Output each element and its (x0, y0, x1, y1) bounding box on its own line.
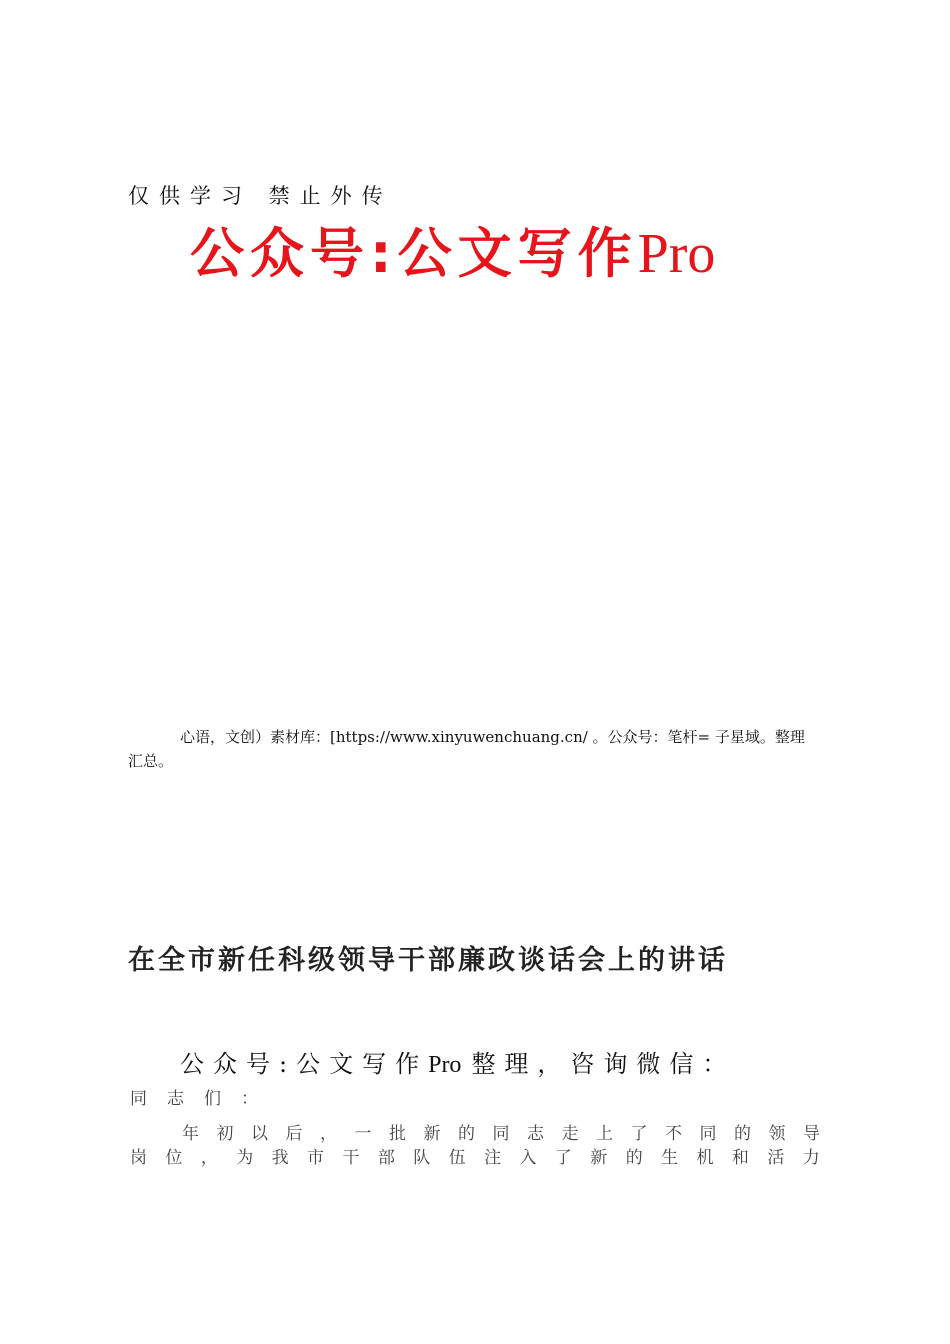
body-char: 伍 (448, 1148, 466, 1168)
body-char: 市 (307, 1148, 325, 1168)
body-line-2 (130, 1143, 820, 1168)
body-char: 上 (596, 1124, 613, 1144)
banner-title (190, 222, 716, 285)
body-char: ， (200, 1148, 218, 1168)
body-char: 岗 (130, 1148, 147, 1168)
body-char: 位 (165, 1148, 183, 1168)
body-char: 入 (519, 1148, 537, 1168)
subtitle-part1: 公众号:公文写作 (180, 1050, 429, 1078)
body-char: 力 (802, 1148, 820, 1168)
greeting: 同志们： (130, 1089, 278, 1109)
body-char: 的 (734, 1124, 751, 1144)
banner-latin: Pro (637, 223, 716, 285)
banner-cn: 公众号:公文写作 (190, 222, 638, 285)
body-char: 生 (661, 1148, 679, 1168)
source-line-2: 汇总。 (128, 752, 174, 770)
body-char: 我 (271, 1148, 289, 1168)
body-char: 新 (423, 1124, 441, 1144)
body-char: 的 (458, 1124, 475, 1144)
body-char: ， (320, 1124, 337, 1144)
body-char: 了 (554, 1148, 572, 1168)
body-char: 机 (696, 1148, 714, 1168)
body-char: 注 (484, 1148, 502, 1168)
body-char: 一 (354, 1124, 372, 1144)
body-char: 后 (285, 1124, 303, 1144)
source-line-1: 心语，文创）素材库：[https://www.xinyuwenchuang.cn/ 。公众号：笔杆= 子星域。整理 (180, 728, 805, 746)
subtitle-part2: 整理，咨询微信： (471, 1050, 736, 1078)
body-char: 的 (625, 1148, 643, 1168)
body-char: 活 (767, 1148, 785, 1168)
body-char: 队 (413, 1148, 431, 1168)
page-title: 在全市新任科级领导干部廉政谈话会上的讲话 (128, 945, 728, 976)
body-char: 导 (803, 1124, 820, 1144)
notice-text: 仅供学习 禁止外传 (128, 184, 393, 208)
body-char: 和 (731, 1148, 749, 1168)
body-char: 不 (665, 1124, 682, 1144)
body-char: 部 (377, 1148, 395, 1168)
body-char: 走 (561, 1124, 579, 1144)
subtitle (180, 1044, 735, 1079)
body-char: 同 (699, 1124, 717, 1144)
body-char: 干 (342, 1148, 360, 1168)
body-char: 同 (492, 1124, 510, 1144)
body-char: 领 (768, 1124, 786, 1144)
subtitle-latin: Pro (428, 1052, 462, 1078)
body-char: 新 (590, 1148, 608, 1168)
body-char: 初 (216, 1124, 234, 1144)
body-line-1 (130, 1119, 820, 1144)
body-char: 志 (527, 1124, 544, 1144)
body-char: 为 (236, 1148, 254, 1168)
body-char: 年 (182, 1124, 199, 1144)
body-char: 了 (630, 1124, 648, 1144)
body-char: 批 (389, 1124, 406, 1144)
body-char: 以 (251, 1124, 268, 1144)
